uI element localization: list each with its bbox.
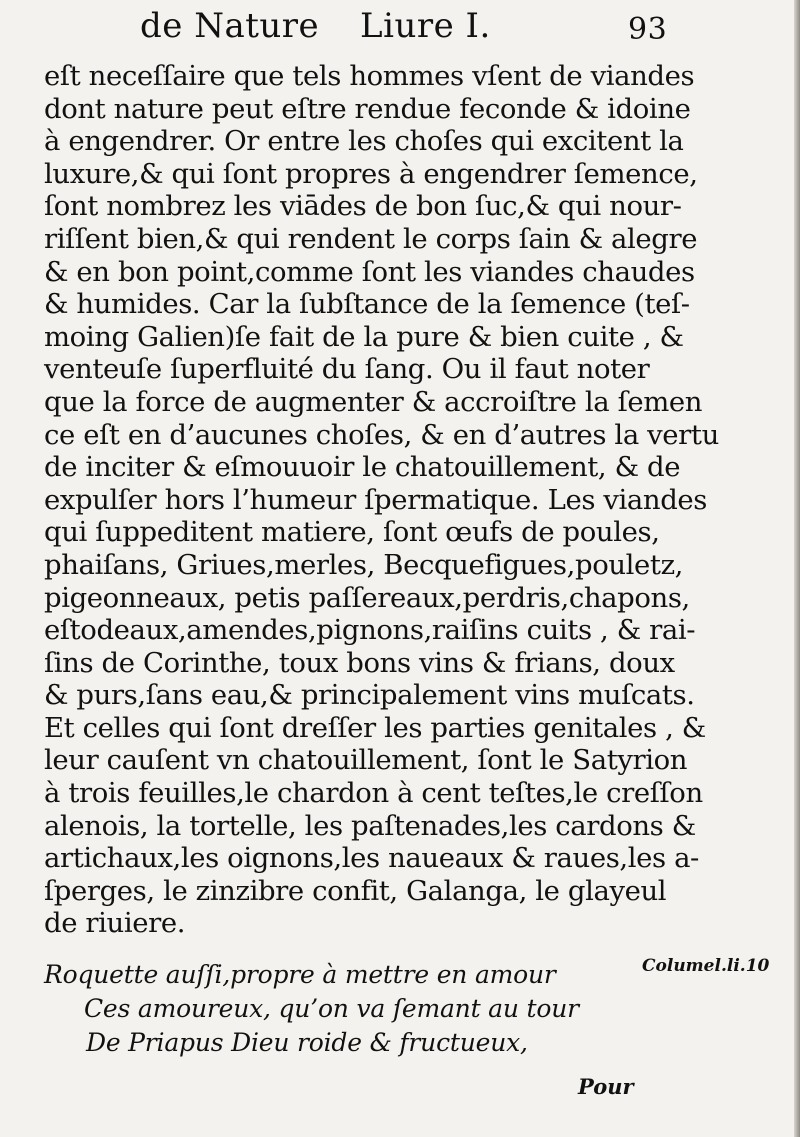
text-line: dont nature peut eſtre rendue feconde & idoine: [44, 92, 691, 125]
verse-line: De Priapus Dieu roide & fructueux,: [86, 1028, 528, 1057]
verse-line: Roquette auſſi,propre à mettre en amour: [44, 960, 556, 989]
text-line: riſſent bien,& qui rendent le corps ſain & alegre: [44, 222, 698, 255]
text-line: ce eſt en d’aucunes choſes, & en d’autres la vertu: [44, 418, 719, 451]
text-line: luxure,& qui ſont propres à engendrer ſemence,: [44, 157, 698, 190]
verse-line: Ces amoureux, qu’on va ſemant au tour: [84, 994, 579, 1023]
verse-quotation: [44, 958, 604, 1060]
text-line: eſtodeaux,amendes,pignons,raiſins cuits , & rai-: [44, 614, 696, 647]
text-line: & purs,ſans eau,& principalement vins muſcats.: [44, 679, 695, 712]
body-text: [44, 60, 719, 940]
book-label: Liure I.: [360, 6, 491, 46]
text-line: eſt neceſſaire que tels hommes vſent de viandes: [44, 60, 695, 92]
catchword: Pour: [578, 1074, 634, 1099]
text-line: pigeonneaux, petis paſſereaux,perdris,chapons,: [44, 581, 690, 614]
text-line: & humides. Car la ſubſtance de la ſemence (teſ-: [44, 288, 690, 321]
text-line: venteuſe ſuperfluité du ſang. Ou il faut noter: [44, 353, 650, 386]
text-line: artichaux,les oignons,les naueaux & raues,les a-: [44, 842, 699, 875]
text-line: moing Galien)ſe fait de la pure & bien cuite , &: [44, 320, 684, 353]
running-header: [140, 2, 668, 54]
text-line: Et celles qui ſont dreſſer les parties genitales , &: [44, 711, 706, 744]
text-line: phaiſans, Griues,merles, Becquefigues,pouletz,: [44, 548, 684, 581]
page-number: 93: [628, 12, 668, 47]
text-line: ſins de Corinthe, toux bons vins & frians, doux: [44, 646, 675, 679]
text-line: expulſer hors l’humeur ſpermatique. Les viandes: [44, 483, 708, 516]
text-line: leur cauſent vn chatouillement, ſont le Satyrion: [44, 744, 688, 777]
text-line: de inciter & eſmouuoir le chatouillement, & de: [44, 451, 681, 484]
page-edge: [794, 0, 800, 1137]
text-line: qui ſuppeditent matiere, ſont œufs de poules,: [44, 516, 660, 549]
text-line: à engendrer. Or entre les choſes qui excitent la: [44, 125, 684, 158]
text-line: que la force de augmenter & accroiſtre la ſemen: [44, 385, 703, 418]
running-title: de Nature: [140, 6, 320, 46]
text-line: de riuiere.: [44, 907, 186, 940]
text-line: à trois feuilles,le chardon à cent teſtes,le creſſon: [44, 777, 703, 810]
text-line: alenois, la tortelle, les paſtenades,les cardons &: [44, 809, 696, 842]
text-line: & en bon point,comme ſont les viandes chaudes: [44, 255, 695, 288]
marginal-note: Columel.li.10: [642, 956, 770, 976]
text-line: ſont nombrez les viādes de bon ſuc,& qui nour-: [44, 190, 682, 223]
text-line: ſperges, le zinzibre confit, Galanga, le glayeul: [44, 874, 667, 907]
